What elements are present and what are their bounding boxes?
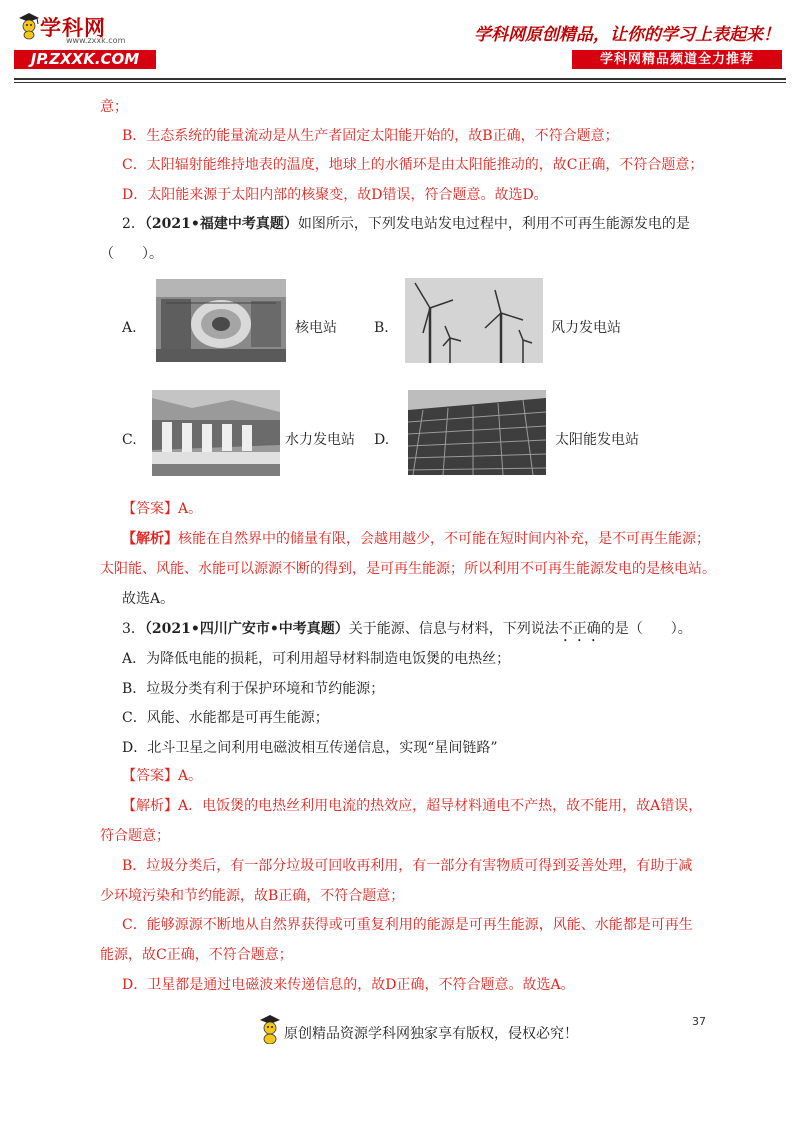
question-number: 2． [122, 216, 145, 232]
question-2 [122, 215, 690, 233]
logo-mascot-icon [18, 12, 40, 40]
question-paren: （ ）。 [100, 246, 163, 262]
hydro-dam-image [152, 390, 280, 476]
analysis-line: 符合题意； [100, 828, 170, 844]
analysis-line: B．垃圾分类后，有一部分垃圾可回收再利用，有一部分有害物质可得到妥善处理，有助于减 [122, 858, 693, 874]
emphasis-text: 不正确 [558, 621, 601, 637]
option-letter: D. [374, 432, 390, 448]
footer-mascot-icon [259, 1014, 281, 1044]
text-line: B．生态系统的能量流动是从生产者固定太阳能开始的，故B正确，不符合题意； [122, 128, 619, 144]
logo-subtext: www.zxxk.com [66, 36, 126, 45]
analysis-line: 【解析】A．电饭煲的电热丝利用电流的热效应，超导材料通电不产热，故不能用，故A错误， [122, 798, 703, 814]
option-label: 太阳能发电站 [555, 432, 639, 448]
choice-line: D．北斗卫星之间利用电磁波相互传递信息，实现“星间链路” [122, 740, 498, 756]
analysis-tag: 【解析】 [122, 531, 178, 547]
choice-line: C．风能、水能都是可再生能源； [122, 710, 329, 726]
choice-line: A．为降低电能的损耗，可利用超导材料制造电饭煲的电热丝； [122, 651, 511, 667]
copyright-notice: 原创精品资源学科网独家享有版权，侵权必究！ [284, 1026, 578, 1042]
option-letter: C. [122, 432, 137, 448]
wind-turbines-image [405, 278, 543, 363]
question-3 [122, 620, 692, 645]
logo-url: JP.ZXXK.COM [14, 50, 156, 69]
option-letter: A. [122, 320, 137, 336]
question-text: 关于能源、信息与材料，下列说法 [348, 621, 559, 637]
question-source: （2021•福建中考真题） [144, 216, 298, 232]
analysis-line: C．能够源源不断地从自然界获得或可重复利用的能源是可再生能源，风能、水能都是可再生 [122, 917, 693, 933]
text-line: D．太阳能来源于太阳内部的核聚变，故D错误，符合题意。故选D。 [122, 187, 548, 203]
text-line: C．太阳辐射能维持地表的温度，地球上的水循环是由太阳能推动的，故C正确，不符合题意； [122, 157, 704, 173]
option-label: 风力发电站 [551, 320, 621, 336]
analysis-line: 太阳能、风能、水能可以源源不断的得到，是可再生能源；所以利用不可再生能源发电的是核电站。 [100, 561, 716, 577]
option-label: 核电站 [295, 320, 337, 336]
question-text: 如图所示，下列发电站发电过程中，利用不可再生能源发电的是 [297, 216, 690, 232]
header-rule [14, 78, 786, 80]
analysis-line: 少环境污染和节约能源，故B正确，不符合题意； [100, 888, 405, 904]
header-slogan: 学科网原创精品，让你的学习上表起来！ [474, 25, 780, 45]
solar-plant-image [408, 390, 546, 475]
analysis-line: 能源，故C正确，不符合题意； [100, 947, 293, 963]
option-letter: B. [374, 320, 389, 336]
option-label: 水力发电站 [285, 432, 355, 448]
answer-line: 【答案】A。 [122, 768, 203, 784]
answer-line: 【答案】A。 [122, 501, 203, 517]
choice-line: B．垃圾分类有利于保护环境和节约能源； [122, 681, 385, 697]
conclusion-line: 故选A。 [122, 591, 175, 607]
question-number: 3． [122, 621, 145, 637]
header-banner: 学科网精品频道全力推荐 [572, 50, 782, 69]
analysis-line: D．卫星都是通过电磁波来传递信息的，故D正确，不符合题意。故选A。 [122, 977, 575, 993]
analysis-line [122, 530, 710, 548]
nuclear-plant-image [156, 279, 286, 362]
analysis-text: 核能在自然界中的储量有限，会越用越少，不可能在短时间内补充，是不可再生能源； [178, 531, 710, 547]
logo-text: 学科网 [40, 16, 106, 40]
page-number: 37 [692, 1015, 706, 1028]
header-rule-thin [14, 82, 786, 83]
question-tail: 的是（ ）。 [600, 621, 692, 637]
question-source: （2021•四川广安市•中考真题） [144, 621, 349, 637]
text-line: 意； [100, 99, 128, 115]
